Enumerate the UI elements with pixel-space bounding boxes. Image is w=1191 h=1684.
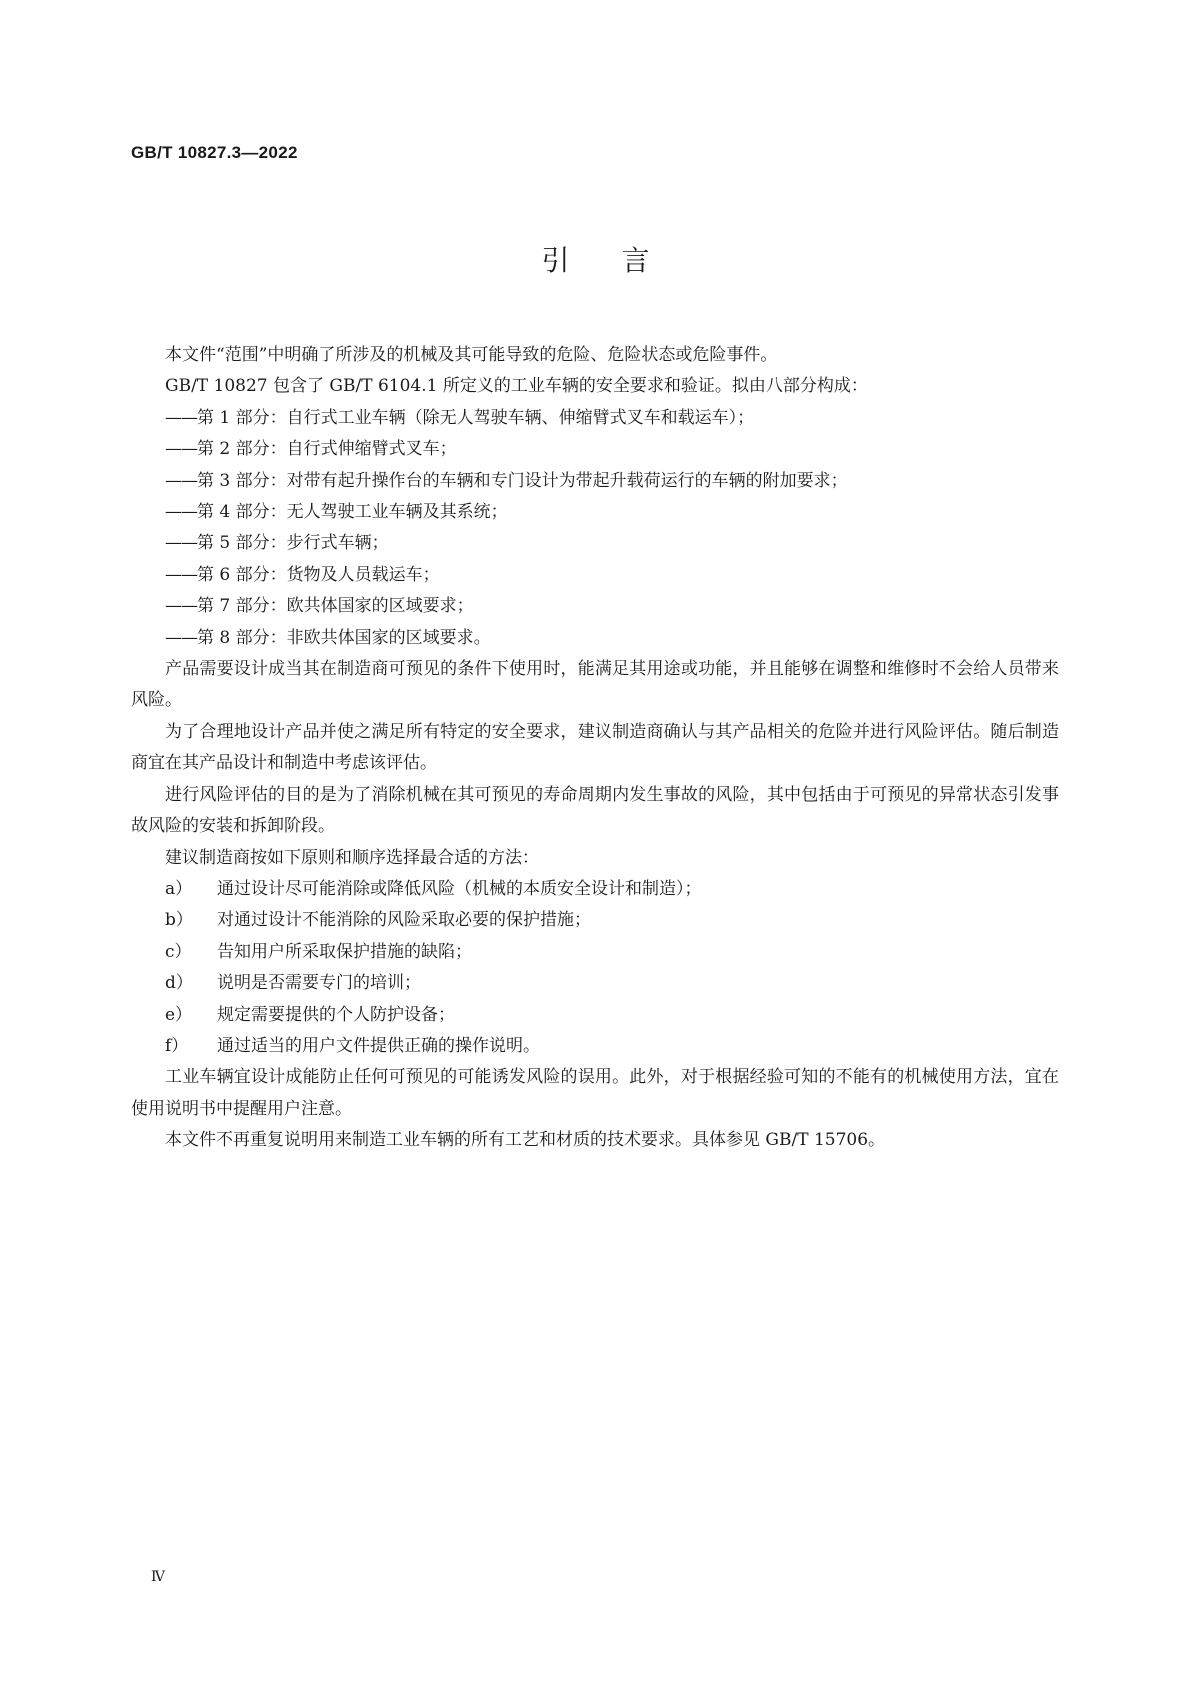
- enum-letter: f）: [165, 1035, 189, 1056]
- method-list-item: [131, 1031, 1059, 1062]
- part-list-item: [131, 623, 1059, 654]
- method-list-item: [131, 905, 1059, 936]
- part-text: 第 7 部分：欧共体国家的区域要求；: [197, 596, 474, 617]
- list-dash: ——: [165, 407, 197, 428]
- list-dash: ——: [165, 439, 197, 460]
- enum-letter: e）: [165, 1004, 193, 1025]
- part-text: 第 8 部分：非欧共体国家的区域要求。: [197, 627, 491, 648]
- part-text: 第 4 部分：无人驾驶工业车辆及其系统；: [197, 502, 508, 523]
- method-text: 通过适当的用户文件提供正确的操作说明。: [217, 1035, 540, 1056]
- list-dash: ——: [165, 502, 197, 523]
- part-list-item: [131, 434, 1059, 465]
- paragraph-misuse: 工业车辆宜设计成能防止任何可预见的可能诱发风险的误用。此外，对于根据经验可知的不能有的机械使用方法，宜在使用说明书中提醒用户注意。: [131, 1067, 1059, 1119]
- method-list-item: [131, 874, 1059, 905]
- page-title: 引言: [541, 244, 702, 277]
- paragraph-reference: 本文件不再重复说明用来制造工业车辆的所有工艺和材质的技术要求。具体参见 GB/T 15706。: [165, 1130, 886, 1151]
- paragraph-scope: 本文件“范围”中明确了所涉及的机械及其可能导致的危险、危险状态或危险事件。: [165, 345, 778, 365]
- paragraph-risk-purpose: 进行风险评估的目的是为了消除机械在其可预见的寿命周期内发生事故的风险，其中包括由于可预见的异常状态引发事故风险的安装和拆卸阶段。: [131, 784, 1059, 837]
- list-dash: ——: [165, 596, 197, 617]
- part-text: 第 3 部分：对带有起升操作台的车辆和专门设计为带起升载荷运行的车辆的附加要求；: [197, 470, 848, 491]
- part-list-item: [131, 466, 1059, 497]
- method-text: 对通过设计不能消除的风险采取必要的保护措施；: [217, 910, 591, 931]
- list-dash: ——: [165, 627, 197, 648]
- standard-header: GB/T 10827.3—2022: [131, 143, 298, 162]
- method-list-item: [131, 1000, 1059, 1031]
- method-text: 告知用户所采取保护措施的缺陷；: [217, 941, 472, 962]
- enum-letter: c）: [165, 941, 192, 962]
- enum-letter: a）: [165, 878, 193, 899]
- paragraph-design-intent: 产品需要设计成当其在制造商可预见的条件下使用时，能满足其用途或功能，并且能够在调整和维修时不会给人员带来风险。: [131, 659, 1059, 711]
- part-text: 第 2 部分：自行式伸缩臂式叉车；: [197, 439, 457, 460]
- paragraph-method-intro: 建议制造商按如下原则和顺序选择最合适的方法：: [165, 847, 539, 868]
- method-list-item: [131, 968, 1059, 999]
- part-list-item: [131, 591, 1059, 622]
- enum-letter: d）: [165, 973, 193, 994]
- paragraph-risk-assessment: 为了合理地设计产品并使之满足所有特定的安全要求，建议制造商确认与其产品相关的危险并进行风险评估。随后制造商宜在其产品设计和制造中考虑该评估。: [131, 721, 1059, 774]
- list-dash: ——: [165, 470, 197, 491]
- page-number: Ⅳ: [151, 1569, 165, 1585]
- list-dash: ——: [165, 564, 197, 585]
- list-dash: ——: [165, 533, 197, 554]
- enum-letter: b）: [165, 910, 193, 931]
- method-text: 说明是否需要专门的培训；: [217, 973, 421, 994]
- part-list-item: [131, 497, 1059, 528]
- paragraph-series-intro: GB/T 10827 包含了 GB/T 6104.1 所定义的工业车辆的安全要求和验证。拟由八部分构成：: [165, 376, 868, 397]
- part-text: 第 5 部分：步行式车辆；: [197, 533, 389, 554]
- method-text: 通过设计尽可能消除或降低风险（机械的本质安全设计和制造）；: [217, 878, 702, 899]
- part-list-item: [131, 528, 1059, 559]
- part-text: 第 1 部分：自行式工业车辆（除无人驾驶车辆、伸缩臂式叉车和载运车）；: [197, 407, 755, 428]
- document-body: [131, 340, 1059, 1157]
- method-list-item: [131, 937, 1059, 968]
- method-text: 规定需要提供的个人防护设备；: [217, 1004, 455, 1025]
- part-text: 第 6 部分：货物及人员载运车；: [197, 564, 440, 585]
- part-list-item: [131, 403, 1059, 434]
- part-list-item: [131, 560, 1059, 591]
